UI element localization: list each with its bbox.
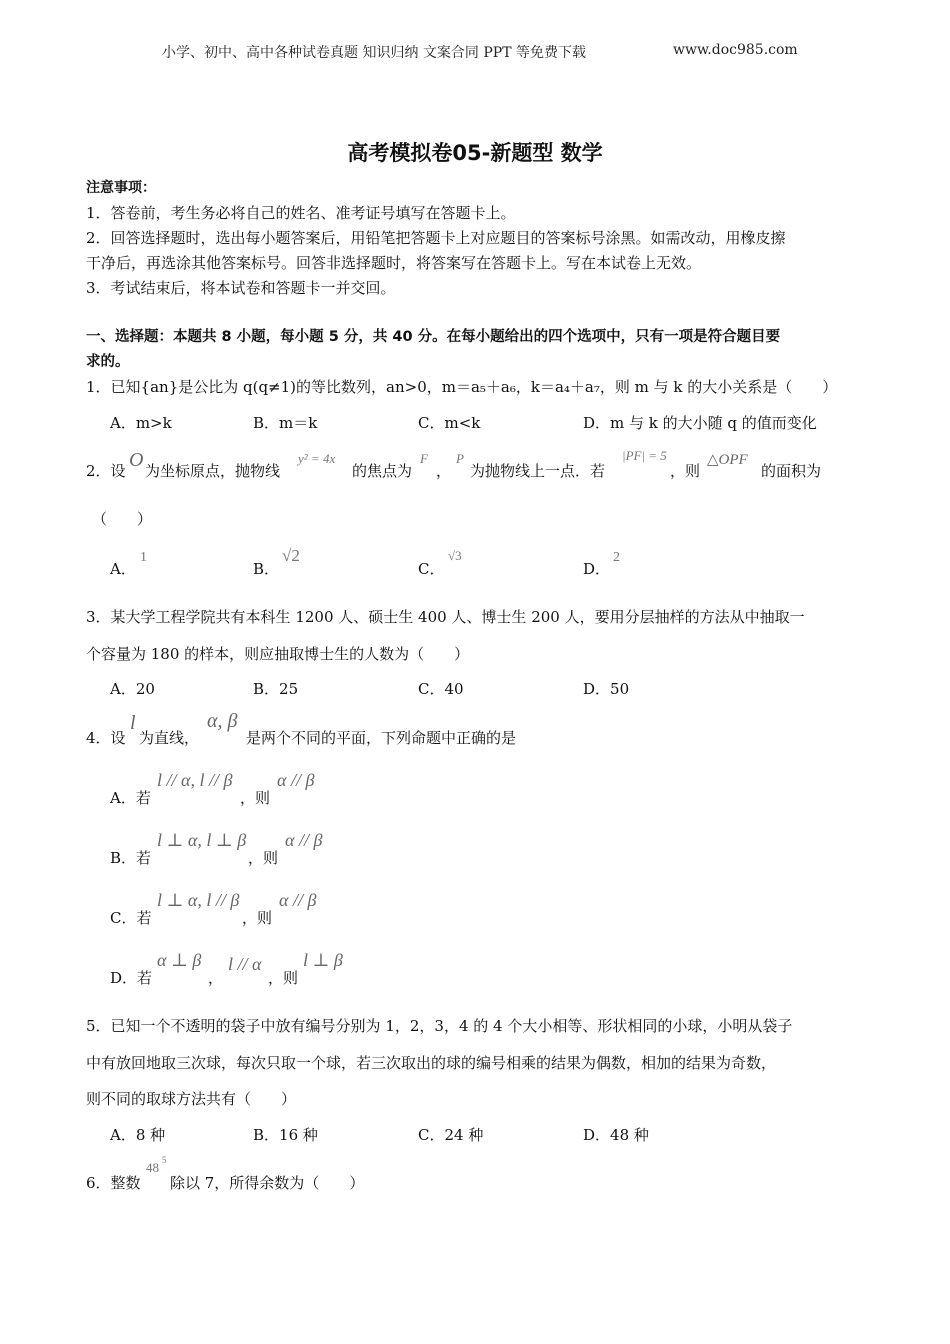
q5-option-a: A．8 种 xyxy=(110,1126,166,1144)
q4-option-c-then: ，则 xyxy=(242,909,273,927)
q2-math-f: F xyxy=(420,451,428,466)
q4-option-a-result: α // β xyxy=(277,770,315,790)
notice-item-2-cont: 干净后，再选涂其他答案标号。回答非选择题时，将答案写在答题卡上。写在本试卷上无效。 xyxy=(86,254,702,272)
q5-option-d: D．48 种 xyxy=(583,1126,649,1144)
q1-option-c: C．m<k xyxy=(418,414,481,432)
q2-text-4: ， xyxy=(436,462,452,480)
q2-text-3: 的焦点为 xyxy=(352,462,413,480)
notice-item-3: 3．考试结束后，将本试卷和答题卡一并交回。 xyxy=(86,279,396,297)
q3-option-b: B．25 xyxy=(253,680,299,698)
section-heading: 一、选择题：本题共 8 小题，每小题 5 分，共 40 分。在每小题给出的四个选项中，只有一项是符合题目要 xyxy=(86,329,781,345)
q4-option-d-cond-1: α ⊥ β xyxy=(157,950,202,970)
q4-text-2: 为直线， xyxy=(139,729,200,747)
q4-option-d: D．若 xyxy=(110,969,153,987)
q3-option-a: A．20 xyxy=(110,680,155,698)
q5-option-b: B．16 种 xyxy=(253,1126,318,1144)
q4-option-a-cond: l // α, l // β xyxy=(157,770,233,790)
q4-option-d-comma: ， xyxy=(208,969,224,987)
q2-option-a-value: 1 xyxy=(140,550,147,565)
q4-option-d-cond-2: l // α xyxy=(228,954,262,974)
q6-math-base: 48 xyxy=(146,1160,159,1175)
q4-text-1: 4．设 xyxy=(86,729,126,747)
q1-option-d: D．m 与 k 的大小随 q 的值而变化 xyxy=(583,414,817,432)
header-url: www.doc985.com xyxy=(673,42,798,58)
q6-math-exponent: 5 xyxy=(162,1155,167,1165)
q2-text-6: ，则 xyxy=(670,462,701,480)
q4-option-b-result: α // β xyxy=(285,830,323,850)
q4-math-l: l xyxy=(130,712,136,734)
notice-item-2: 2．回答选择题时，选出每小题答案后，用铅笔把答题卡上对应题目的答案标号涂黑。如需改动，用橡皮擦 xyxy=(86,229,786,247)
q4-option-d-then: ，则 xyxy=(268,969,299,987)
q4-math-planes: α, β xyxy=(207,710,238,732)
q2-math-parabola: y² = 4x xyxy=(298,451,336,466)
q3-stem-1: 3．某大学工程学院共有本科生 1200 人、硕士生 400 人、博士生 200 人，要用分层抽样的方法从中抽取一 xyxy=(86,608,805,626)
q1-option-a: A．m>k xyxy=(110,414,172,432)
q2-text-1: 2．设 xyxy=(86,462,126,480)
q2-math-pf: |PF| = 5 xyxy=(622,448,667,463)
q2-text-7: 的面积为 xyxy=(761,462,822,480)
q4-text-3: 是两个不同的平面，下列命题中正确的是 xyxy=(246,729,517,747)
q3-option-c: C．40 xyxy=(418,680,464,698)
q2-option-b: B． xyxy=(253,560,280,578)
q2-math-p: P xyxy=(456,451,464,466)
q4-option-b: B．若 xyxy=(110,849,152,867)
q4-option-a: A．若 xyxy=(110,789,151,807)
q2-math-o: O xyxy=(129,449,144,471)
q2-option-b-value: √2 xyxy=(282,546,300,565)
q4-option-c-cond: l ⊥ α, l // β xyxy=(157,890,240,910)
q2-answer-paren: （ ） xyxy=(92,510,153,528)
q5-option-c: C．24 种 xyxy=(418,1126,484,1144)
q3-option-d: D．50 xyxy=(583,680,630,698)
q2-option-a: A． xyxy=(110,560,136,578)
q1-option-b: B．m＝k xyxy=(253,414,318,432)
section-heading-cont: 求的。 xyxy=(86,354,130,370)
q3-stem-2: 个容量为 180 的样本，则应抽取博士生的人数为（ ） xyxy=(86,645,470,663)
q1-stem: 1．已知{an}是公比为 q(q≠1)的等比数列，an>0，m＝a₅＋a₆，k＝a₄＋a₇，则 m 与 k 的大小关系是（ ） xyxy=(86,378,838,396)
q4-option-c: C．若 xyxy=(110,909,152,927)
q2-option-c: C． xyxy=(418,560,445,578)
q4-option-a-then: ，则 xyxy=(240,789,271,807)
q4-option-d-result: l ⊥ β xyxy=(303,950,343,970)
q4-option-c-result: α // β xyxy=(279,890,317,910)
q6-text-1: 6．整数 xyxy=(86,1174,141,1192)
q5-stem-2: 中有放回地取三次球，每次只取一个球，若三次取出的球的编号相乘的结果为偶数，相加的结果为奇数， xyxy=(86,1054,777,1072)
q2-text-2: 为坐标原点，抛物线 xyxy=(145,462,281,480)
q2-option-d: D． xyxy=(583,560,611,578)
header-left: 小学、初中、高中各种试卷真题 知识归纳 文案合同 PPT 等免费下载 xyxy=(162,45,586,61)
q5-stem-1: 5．已知一个不透明的袋子中放有编号分别为 1，2，3，4 的 4 个大小相等、形状相同的小球，小明从袋子 xyxy=(86,1017,793,1035)
q4-option-b-cond: l ⊥ α, l ⊥ β xyxy=(157,830,247,850)
notice-item-1: 1．答卷前，考生务必将自己的姓名、准考证号填写在答题卡上。 xyxy=(86,204,516,222)
q2-text-5: 为抛物线上一点．若 xyxy=(470,462,606,480)
notice-heading: 注意事项： xyxy=(86,180,156,196)
q2-option-c-value: √3 xyxy=(448,548,462,563)
page-title: 高考模拟卷05-新题型 数学 xyxy=(347,141,603,165)
q5-stem-3: 则不同的取球方法共有（ ） xyxy=(86,1090,297,1108)
q4-option-b-then: ，则 xyxy=(248,849,279,867)
q2-math-triangle: △OPF xyxy=(707,452,748,468)
q6-text-2: 除以 7，所得余数为（ ） xyxy=(170,1174,365,1192)
q2-option-d-value: 2 xyxy=(613,550,620,565)
